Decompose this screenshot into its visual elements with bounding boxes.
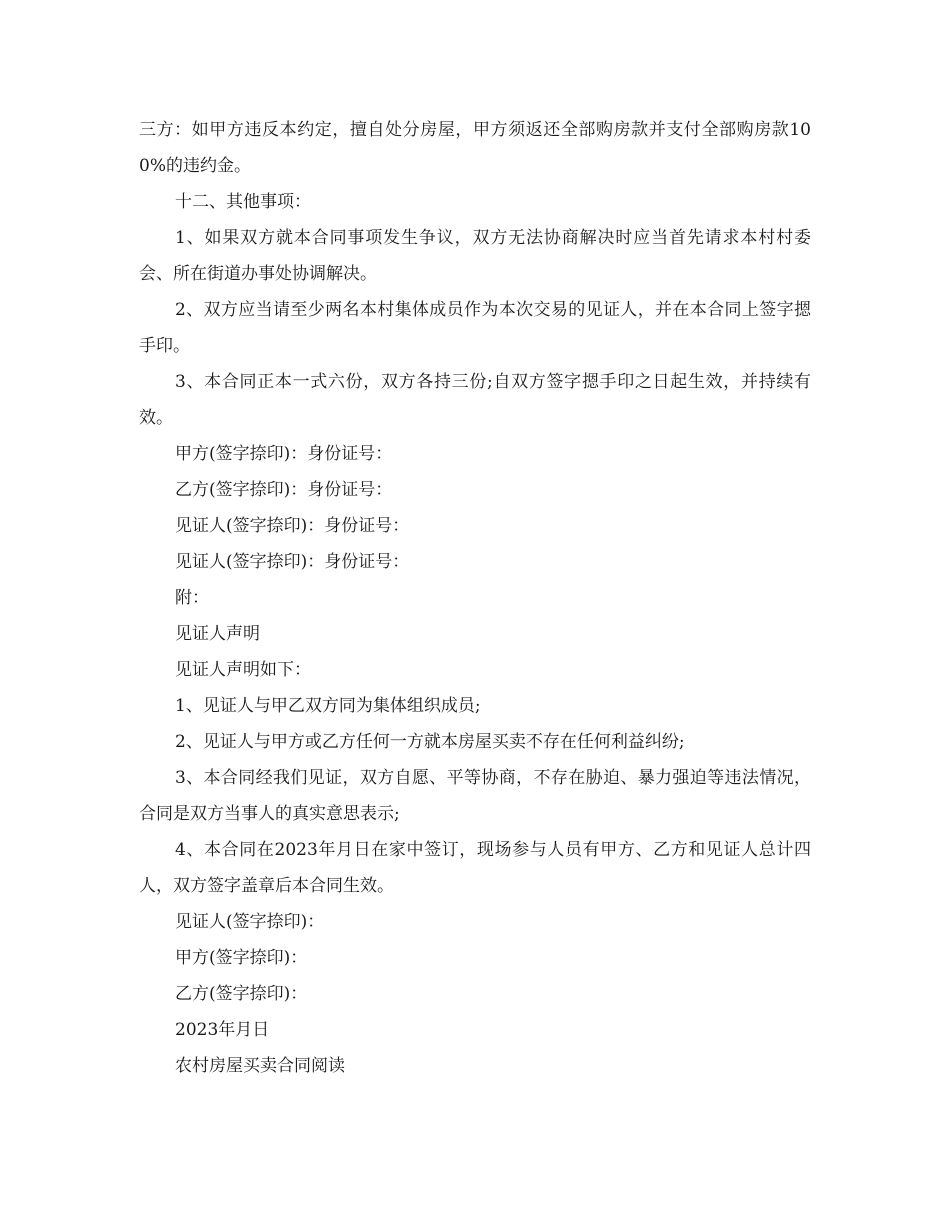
signature-line-party-b: 乙方(签字捺印)： [175, 984, 308, 1004]
statement-item: 3、本合同经我们见证，双方自愿、平等协商，不存在胁迫、暴力强迫等违法情况，合同是双方当事人的真实意思表示; [139, 768, 811, 824]
section-heading: 十二、其他事项： [175, 192, 311, 212]
appendix-label: 附： [175, 588, 209, 608]
appendix-title: 见证人声明 [175, 624, 260, 644]
statement-intro: 见证人声明如下： [175, 660, 311, 680]
document-body [139, 112, 811, 1084]
statement-item: 4、本合同在2023年月日在家中签订，现场参与人员有甲方、乙方和见证人总计四人，双方签字盖章后本合同生效。 [139, 840, 811, 896]
clause-item: 2、双方应当请至少两名本村集体成员作为本次交易的见证人，并在本合同上签字摁手印。 [139, 300, 811, 356]
document-footer-title: 农村房屋买卖合同阅读 [175, 1056, 345, 1076]
signature-line-witness: 见证人(签字捺印)：身份证号： [175, 552, 410, 572]
clause-paragraph: 三方：如甲方违反本约定，擅自处分房屋，甲方须返还全部购房款并支付全部购房款100%的违约金。 [139, 120, 811, 176]
signature-line-witness: 见证人(签字捺印)：身份证号： [175, 516, 410, 536]
clause-item: 3、本合同正本一式六份，双方各持三份;自双方签字摁手印之日起生效，并持续有效。 [139, 372, 811, 428]
signature-line-party-a: 甲方(签字捺印)：身份证号： [175, 444, 393, 464]
clause-item: 1、如果双方就本合同事项发生争议，双方无法协商解决时应当首先请求本村村委会、所在街道办事处协调解决。 [139, 228, 811, 284]
statement-item: 1、见证人与甲乙双方同为集体组织成员; [175, 696, 481, 716]
date-line: 2023年月日 [175, 1020, 270, 1040]
signature-line-party-b: 乙方(签字捺印)：身份证号： [175, 480, 393, 500]
statement-item: 2、见证人与甲方或乙方任何一方就本房屋买卖不存在任何利益纠纷; [175, 732, 685, 752]
signature-line-witness: 见证人(签字捺印)： [175, 912, 325, 932]
signature-line-party-a: 甲方(签字捺印)： [175, 948, 308, 968]
